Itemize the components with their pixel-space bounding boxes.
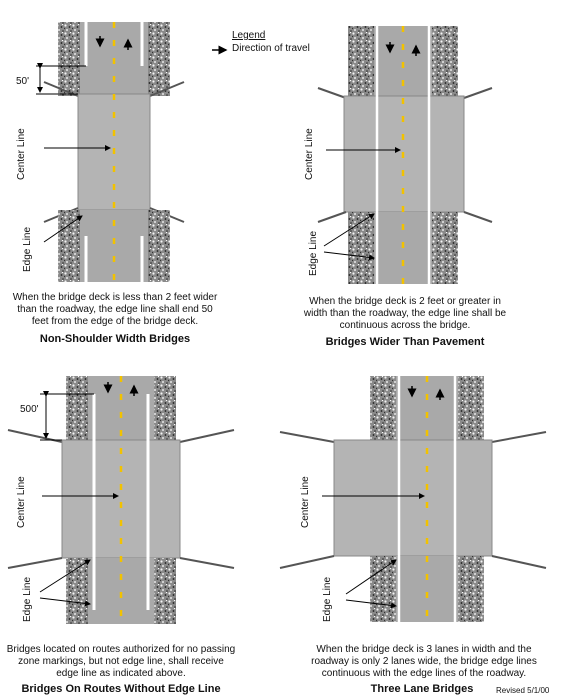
edge-line-label: Edge Line bbox=[22, 226, 33, 272]
caption-line: than the roadway, the edge line shall end 50 bbox=[17, 304, 213, 315]
revision-note: Revised 5/1/00 bbox=[496, 686, 550, 695]
guardrail bbox=[280, 556, 334, 568]
gravel-shoulder bbox=[58, 210, 80, 282]
legend-item-label: Direction of travel bbox=[232, 43, 310, 54]
panel-title: Three Lane Bridges bbox=[370, 683, 474, 695]
panel-title: Bridges Wider Than Pavement bbox=[325, 336, 485, 348]
panel-title: Bridges On Routes Without Edge Line bbox=[21, 683, 221, 695]
gravel-shoulder bbox=[458, 376, 484, 440]
gravel-shoulder bbox=[148, 210, 170, 282]
bridge-deck bbox=[334, 440, 492, 556]
edge-line-label: Edge Line bbox=[308, 230, 319, 276]
gravel-shoulder bbox=[432, 212, 458, 284]
caption-line: roadway is only 2 lanes wide, the bridge edge lines bbox=[311, 656, 537, 667]
caption-line: continuous across the bridge. bbox=[339, 320, 471, 331]
panel-without-edge-line-diagram bbox=[8, 376, 234, 624]
panel-three-lane-diagram bbox=[280, 376, 546, 622]
caption bbox=[306, 644, 542, 680]
caption-line: When the bridge deck is 2 feet or greater in bbox=[309, 296, 501, 307]
guardrail bbox=[464, 212, 492, 222]
gravel-shoulder bbox=[58, 22, 80, 96]
caption-line: width than the roadway, the edge line shall be bbox=[303, 308, 507, 319]
caption-line: feet from the edge of the bridge deck. bbox=[31, 316, 199, 327]
caption-line: continuous with the edge lines of the roadway. bbox=[321, 668, 527, 679]
guardrail bbox=[492, 432, 546, 442]
legend-title: Legend bbox=[232, 30, 266, 41]
caption-line: zone markings, but not edge line, shall receive bbox=[18, 656, 224, 667]
caption-line: When the bridge deck is less than 2 feet wider bbox=[12, 292, 218, 303]
caption-line: Bridges located on routes authorized for no passing bbox=[6, 644, 236, 655]
edge-line-label: Edge Line bbox=[22, 576, 33, 622]
guardrail bbox=[280, 432, 334, 442]
guardrail bbox=[464, 88, 492, 98]
center-line-label: Center Line bbox=[16, 476, 27, 528]
legend bbox=[214, 30, 310, 54]
guardrail bbox=[492, 556, 546, 568]
caption bbox=[300, 296, 510, 332]
gravel-shoulder bbox=[370, 556, 396, 622]
caption bbox=[6, 644, 236, 680]
dimension-label: 500' bbox=[20, 404, 39, 415]
edge-line-label: Edge Line bbox=[322, 576, 333, 622]
gravel-shoulder bbox=[348, 26, 374, 98]
gravel-shoulder bbox=[432, 26, 458, 98]
guardrail bbox=[8, 558, 62, 568]
center-line-label: Center Line bbox=[16, 128, 27, 180]
gravel-shoulder bbox=[154, 558, 176, 624]
caption-line: edge line as indicated above. bbox=[56, 668, 186, 679]
panel-non-shoulder-diagram bbox=[36, 22, 184, 282]
gravel-shoulder bbox=[370, 376, 396, 440]
gravel-shoulder bbox=[148, 22, 170, 96]
gravel-shoulder bbox=[154, 376, 176, 442]
caption-line: When the bridge deck is 3 lanes in width and the bbox=[316, 644, 532, 655]
center-line-label: Center Line bbox=[304, 128, 315, 180]
guardrail bbox=[180, 430, 234, 442]
center-line-label: Center Line bbox=[300, 476, 311, 528]
caption bbox=[10, 292, 220, 328]
guardrail bbox=[180, 558, 234, 568]
gravel-shoulder bbox=[458, 556, 484, 622]
gravel-shoulder bbox=[66, 376, 88, 442]
panel-title: Non-Shoulder Width Bridges bbox=[39, 333, 191, 345]
guardrail bbox=[318, 88, 346, 98]
panel-wider-than-pavement-diagram bbox=[318, 26, 492, 284]
dimension-label: 50' bbox=[16, 76, 30, 87]
guardrail bbox=[318, 212, 346, 222]
